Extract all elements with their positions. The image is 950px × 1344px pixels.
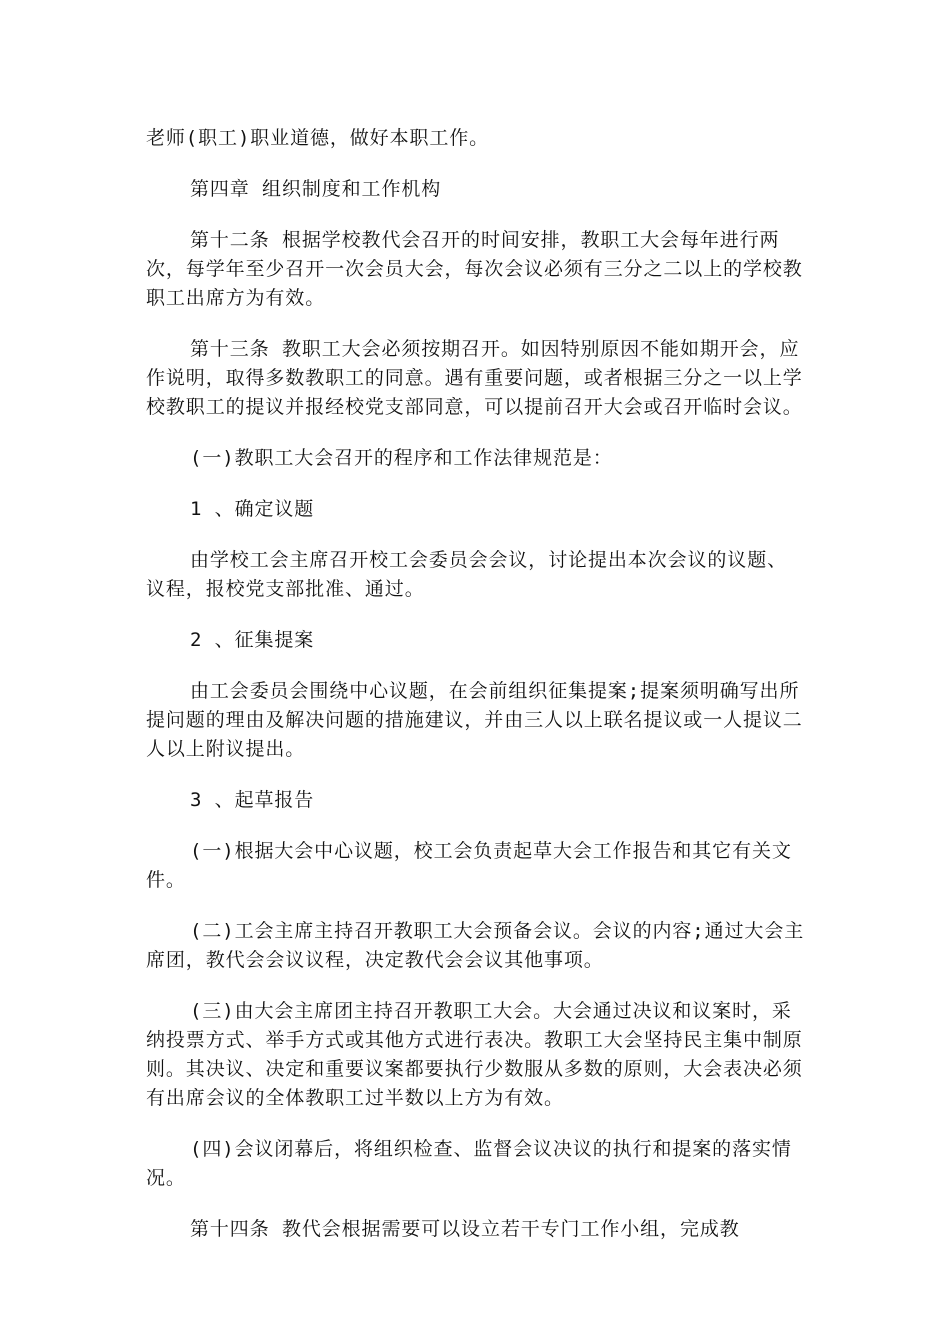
article-13: 第十三条 教职工大会必须按期召开。如因特别原因不能如期开会，应作说明，取得多数教职工的同意。遇有重要问题，或者根据三分之一以上学校教职工的提议并报经校党支部同意，可以提前召开大会或召开临时会议。 <box>146 338 803 418</box>
paragraph-continuation: 老师(职工)职业道德，做好本职工作。 <box>146 127 490 149</box>
report-item-3: (三)由大会主席团主持召开教职工大会。大会通过决议和议案时，采纳投票方式、举手方式或其他方式进行表决。教职工大会坚持民主集中制原则。其决议、决定和重要议案都要执行少数服从多数的原则，大会表决必须有出席会议的全体教职工过半数以上方为有效。 <box>146 1000 803 1109</box>
report-item-4: (四)会议闭幕后，将组织检查、监督会议决议的执行和提案的落实情况。 <box>146 1138 792 1189</box>
document-body <box>146 124 806 1266</box>
chapter-heading: 第四章 组织制度和工作机构 <box>190 178 442 200</box>
step-2-heading: 2 、征集提案 <box>190 629 315 651</box>
article-12: 第十二条 根据学校教代会召开的时间安排，教职工大会每年进行两次，每学年至少召开一次会员大会，每次会议必须有三分之二以上的学校教职工出席方为有效。 <box>146 229 803 309</box>
step-2-text: 由工会委员会围绕中心议题，在会前组织征集提案;提案须明确写出所提问题的理由及解决问题的措施建议，并由三人以上联名提议或一人提议二人以上附议提出。 <box>146 680 803 760</box>
step-1-text: 由学校工会主席召开校工会委员会会议，讨论提出本次会议的议题、议程，报校党支部批准、通过。 <box>146 549 788 600</box>
procedure-heading: (一)教职工大会召开的程序和工作法律规范是： <box>190 447 613 469</box>
report-item-1: (一)根据大会中心议题，校工会负责起草大会工作报告和其它有关文件。 <box>146 840 792 891</box>
article-14: 第十四条 教代会根据需要可以设立若干专门工作小组，完成教 <box>190 1218 740 1240</box>
step-1-heading: 1 、确定议题 <box>190 498 315 520</box>
step-3-heading: 3 、起草报告 <box>190 789 315 811</box>
report-item-2: (二)工会主席主持召开教职工大会预备会议。会议的内容;通过大会主席团，教代会会议议程，决定教代会会议其他事项。 <box>146 920 805 971</box>
